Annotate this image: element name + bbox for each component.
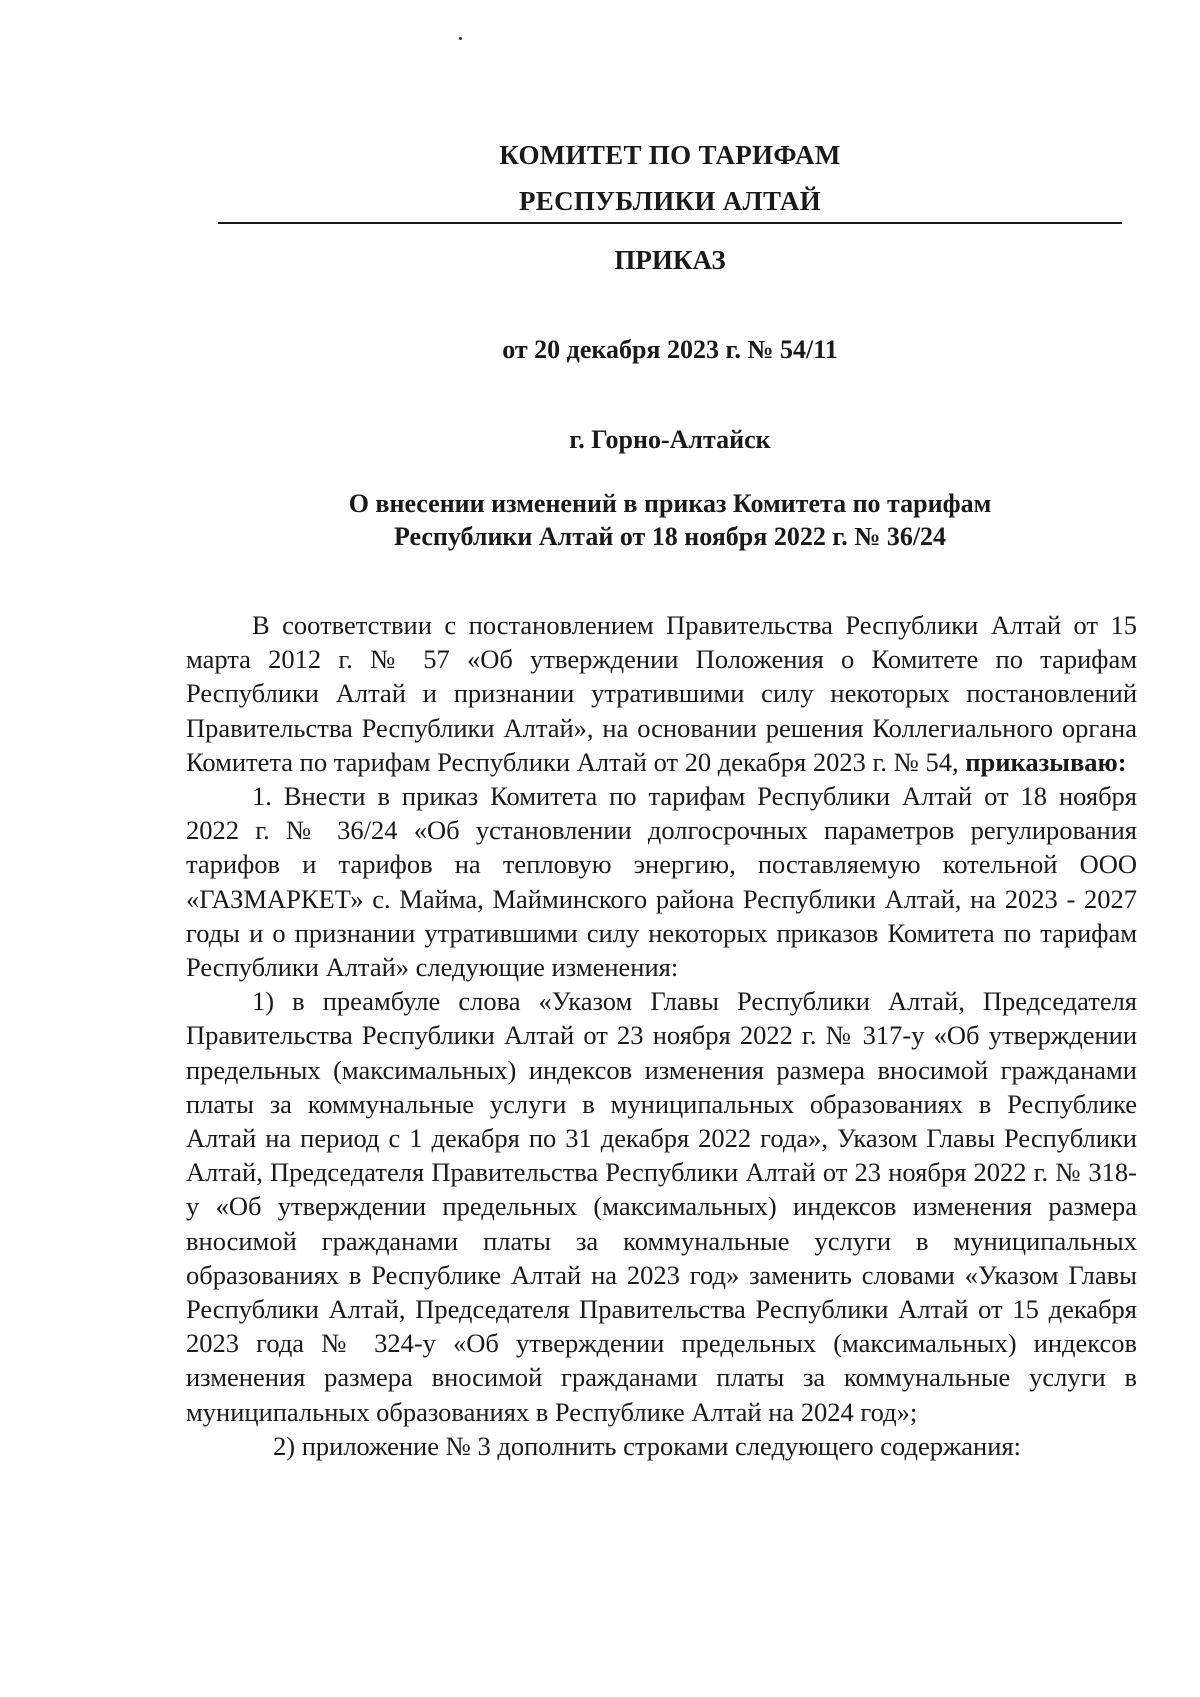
item-1-1-paragraph: 1) в преамбуле слова «Указом Главы Республики Алтай, Председателя Правительства Республики Алтай от 23 ноября 2022 г. № 317-у «Об утверждении предельных (максимальных) индексов изменения размера вносимой гражданами платы за коммунальные услуги в муниципальных образованиях в Республике Алтай на период с 1 декабря по 31 декабря 2022 года», Указом Главы Республики Алтай, Председателя Правительства Республики Алтай от 23 ноября 2022 г. № 318-у «Об утверждении предельных (максимальных) индексов изменения размера вносимой гражданами платы за коммунальные услуги в муниципальных образованиях в Республике Алтай на 2023 год» заменить словами «Указом Главы Республики Алтай, Председателя Правительства Республики Алтай от 15 декабря 2023 года № 324-у «Об утверждении предельных (максимальных) индексов изменения размера вносимой гражданами платы за коммунальные услуги в муниципальных образованиях в Республике Алтай на 2024 год»; — [186, 986, 1137, 1427]
issuer-header — [218, 132, 1122, 224]
intro-order-word: приказываю: — [965, 746, 1127, 777]
issuer-line-1: КОМИТЕТ ПО ТАРИФАМ — [499, 140, 841, 170]
document-city: г. Горно-Алтайск — [569, 425, 771, 454]
header-rule — [218, 222, 1122, 224]
item-1-paragraph: 1. Внести в приказ Комитета по тарифам Республики Алтай от 18 ноября 2022 г. № 36/24 «Об установлении долгосрочных параметров регулирования тарифов и тарифов на тепловую энергию, поставляемую котельной ООО «ГАЗМАРКЕТ» с. Майма, Майминского района Республики Алтай, на 2023 - 2027 годы и о признании утратившими силу некоторых приказов Комитета по тарифам Республики Алтай» следующие изменения: — [186, 781, 1137, 983]
document-body — [186, 608, 1137, 1463]
item-1-2-paragraph: 2) приложение № 3 дополнить строками следующего содержания: — [273, 1430, 1021, 1461]
document-type: ПРИКАЗ — [614, 245, 726, 275]
intro-paragraph — [186, 608, 1137, 779]
scan-speck — [459, 37, 462, 40]
subject-line-1: О внесении изменений в приказ Комитета по тарифам — [348, 489, 992, 518]
document-subject — [218, 487, 1122, 553]
document-date-number: от 20 декабря 2023 г. № 54/11 — [502, 335, 838, 364]
subject-line-2: Республики Алтай от 18 ноября 2022 г. № 36/24 — [393, 522, 947, 551]
issuer-line-2: РЕСПУБЛИКИ АЛТАЙ — [518, 186, 822, 216]
intro-text: В соответствии с постановлением Правительства Республики Алтай от 15 марта 2012 г. № 57 «Об утверждении Положения о Комитете по тарифам Республики Алтай и признании утратившими силу некоторых постановлений Правительства Республики Алтай», на основании решения Коллегиального органа Комитета по тарифам Республики Алтай от 20 декабря 2023 г. № 54, — [186, 610, 1137, 777]
